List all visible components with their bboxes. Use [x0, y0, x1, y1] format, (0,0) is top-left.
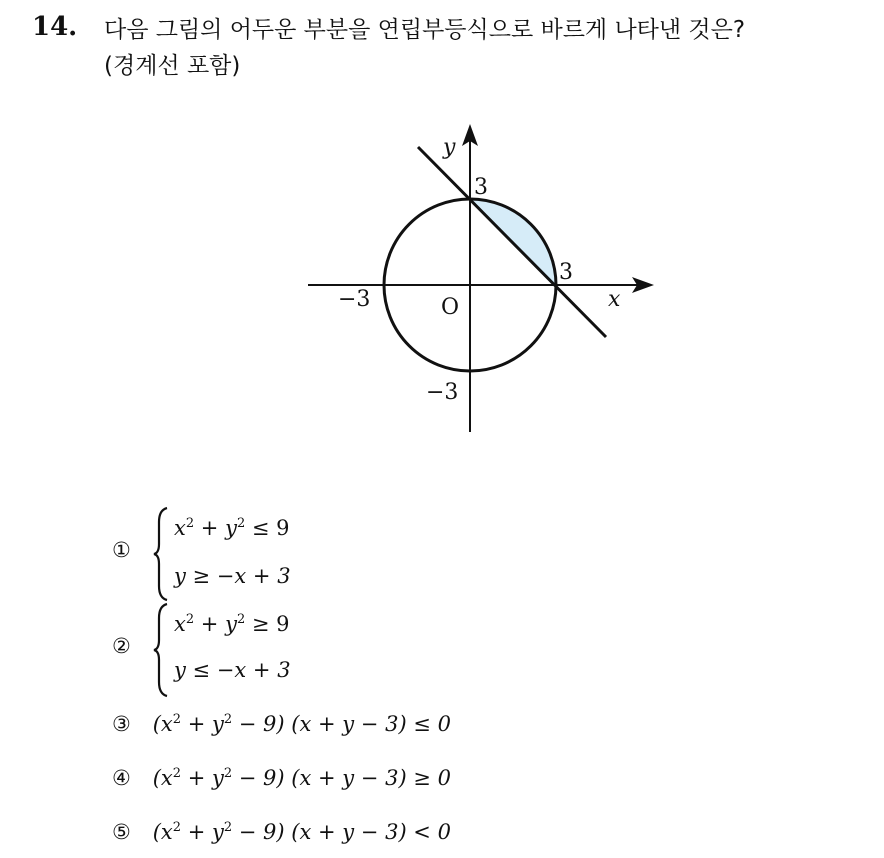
choice-1-line-2: y ≥ −x + 3	[174, 564, 291, 588]
graph-svg	[300, 118, 670, 438]
question-line-2: (경계선 포함)	[104, 53, 241, 79]
choice-3-number: ③	[112, 712, 131, 736]
choice-3-expression: $(x^2 + y^2 - 9) (x + y - 3) \le 0$	[152, 712, 451, 736]
choice-2[interactable]	[112, 602, 412, 698]
question-line-1: 다음 그림의 어두운 부분을 연립부등식으로 바르게 나타낸 것은?	[104, 17, 746, 43]
question-text	[104, 12, 745, 84]
left-brace-icon	[152, 506, 170, 602]
choice-3[interactable]	[112, 712, 451, 736]
choice-1[interactable]	[112, 506, 412, 602]
choice-1-line-1: $x^2 + y^2 \le 9$	[174, 516, 290, 540]
tick-label-y-neg3: −3	[426, 380, 459, 405]
choice-4-expression: $(x^2 + y^2 - 9) (x + y - 3) \ge 0$	[152, 766, 451, 790]
choice-2-line-2: y ≤ −x + 3	[174, 658, 291, 682]
origin-label: O	[441, 295, 460, 320]
choice-2-number: ②	[112, 634, 131, 658]
y-axis-label: y	[443, 135, 456, 160]
question-number: 14.	[32, 12, 78, 42]
tick-label-y-3: 3	[474, 175, 488, 200]
choice-5-expression: $(x^2 + y^2 - 9) (x + y - 3) < 0$	[152, 820, 451, 844]
choice-4-number: ④	[112, 766, 131, 790]
choice-5-number: ⑤	[112, 820, 131, 844]
graph-figure	[300, 118, 670, 438]
tick-label-x-3: 3	[559, 260, 573, 285]
choice-5[interactable]	[112, 820, 451, 844]
left-brace-icon	[152, 602, 170, 698]
x-axis-label: x	[608, 287, 621, 312]
choice-2-line-1: $x^2 + y^2 \ge 9$	[174, 612, 290, 636]
tick-label-x-neg3: −3	[338, 287, 371, 312]
choice-1-number: ①	[112, 538, 131, 562]
choice-4[interactable]	[112, 766, 451, 790]
